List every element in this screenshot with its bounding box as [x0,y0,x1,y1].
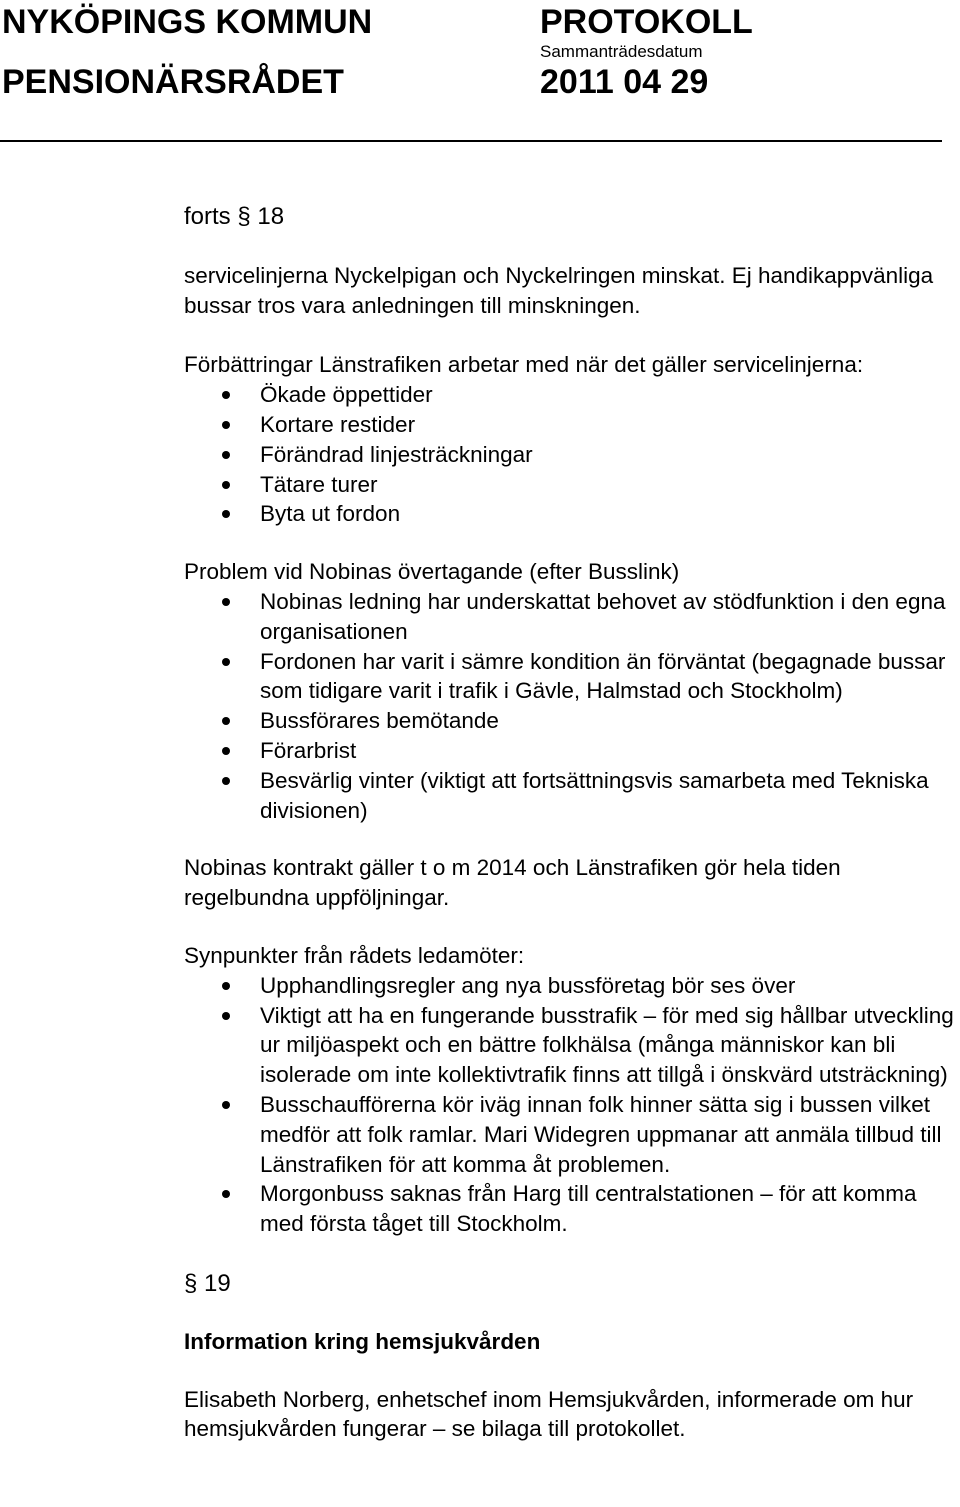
list-item [184,410,960,440]
intro-paragraph: servicelinjerna Nyckelpigan och Nyckelringen minskat. Ej handikappvänliga bussar tros vara anledningen till minskningen. [184,262,934,318]
list-item-text: Fordonen har varit i sämre kondition än förväntat (begagnade bussar som tidigare varit i trafik i Gävle, Halmstad och Stockholm) [260,648,946,704]
meeting-date-label: Sammanträdesdatum [540,42,703,61]
list-item-text: Ökade öppettider [260,382,433,408]
document-type: PROTOKOLL [540,3,753,41]
contract-paragraph: Nobinas kontrakt gäller t o m 2014 och Länstrafiken gör hela tiden regelbundna uppföljningar. [184,855,841,911]
bullet-icon [222,510,230,518]
list-item [184,971,960,1001]
list-item-text: Förändrad linjesträckningar [260,441,533,467]
bullet-icon [222,777,230,785]
list-item [184,736,960,766]
list-item [184,499,960,529]
list-item [184,380,960,410]
views-heading: Synpunkter från rådets ledamöter: [184,942,525,968]
list-item [184,766,960,826]
bullet-icon [222,658,230,666]
list-item-text: Busschaufförerna kör iväg innan folk hinner sätta sig i bussen vilket medför att folk ramlar. Mari Widegren uppmanar att anmäla tillbud till Länstrafiken för att komma åt problemen. [260,1091,942,1177]
problems-list [184,587,960,825]
list-item [184,470,960,500]
council-name: PENSIONÄRSRÅDET [2,63,344,101]
section-19-title: Information kring hemsjukvården [184,1328,541,1354]
list-item-text: Upphandlingsregler ang nya bussföretag bör ses över [260,972,796,998]
list-item [184,647,960,707]
bullet-icon [222,481,230,489]
improvements-heading: Förbättringar Länstrafiken arbetar med när det gäller servicelinjerna: [184,352,864,378]
section-19-text: Elisabeth Norberg, enhetschef inom Hemsjukvården, informerade om hur hemsjukvården fungerar – se bilaga till protokollet. [184,1386,914,1442]
improvements-list [184,380,960,529]
section-continuation: forts § 18 [184,203,285,230]
list-item-text: Kortare restider [260,411,416,437]
list-item [184,587,960,647]
list-item [184,1001,960,1090]
header-divider [0,140,942,142]
list-item-text: Nobinas ledning har underskattat behovet av stödfunktion i den egna organisationen [260,588,946,644]
bullet-icon [222,747,230,755]
bullet-icon [222,717,230,725]
municipality-name: NYKÖPINGS KOMMUN [2,3,373,41]
protocol-body [184,202,960,1444]
list-item [184,1179,960,1239]
list-item-text: Besvärlig vinter (viktigt att fortsättningsvis samarbeta med Tekniska divisionen) [260,767,929,823]
list-item-text: Viktigt att ha en fungerande busstrafik – för med sig hållbar utveckling ur miljöaspekt och en bättre folkhälsa (många människor kan bli isolerade om inte kollektivtrafik finns att tillgå i önskvärd utsträckning) [260,1002,954,1088]
list-item [184,1090,960,1179]
bullet-icon [222,391,230,399]
list-item-text: Förarbrist [260,737,357,763]
list-item-text: Tätare turer [260,471,378,497]
problems-heading: Problem vid Nobinas övertagande (efter Busslink) [184,559,680,585]
bullet-icon [222,421,230,429]
bullet-icon [222,1190,230,1198]
bullet-icon [222,1012,230,1020]
bullet-icon [222,598,230,606]
bullet-icon [222,1101,230,1109]
section-19-number: § 19 [184,1269,231,1297]
views-list [184,971,960,1239]
bullet-icon [222,451,230,459]
meeting-date: 2011 04 29 [540,63,709,101]
bullet-icon [222,982,230,990]
list-item-text: Morgonbuss saknas från Harg till centralstationen – för att komma med första tåget till Stockholm. [260,1181,917,1237]
list-item [184,706,960,736]
list-item-text: Byta ut fordon [260,501,401,527]
list-item [184,440,960,470]
list-item-text: Bussförares bemötande [260,708,499,734]
